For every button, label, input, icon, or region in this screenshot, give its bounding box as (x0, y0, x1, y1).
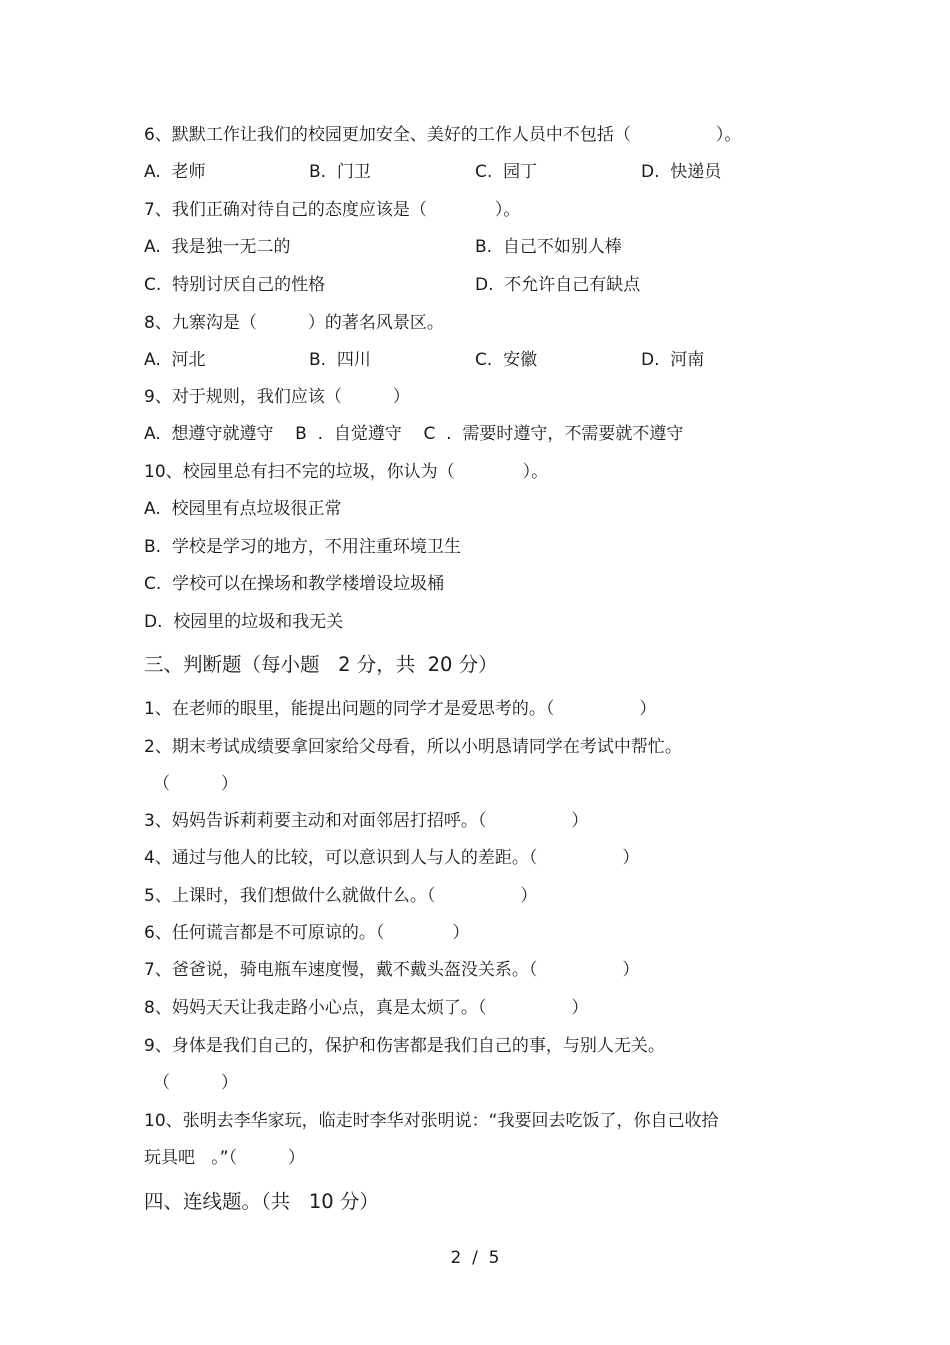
question-10-option-c: C. 学校可以在操场和教学楼增设垃圾桶 (144, 574, 445, 594)
section-4-title: 四、连线题。（共 10 分） (144, 1190, 379, 1213)
question-7-option-a: A. 我是独一无二的 (144, 237, 291, 257)
judge-item-9-blank: （ ） (153, 1073, 238, 1093)
judge-item-5: 5、上课时，我们想做什么就做什么。（ ） (144, 886, 538, 906)
question-10-stem: 10、校园里总有扫不完的垃圾，你认为（ ）。 (144, 462, 549, 482)
question-8-option-a: A. 河北 (144, 350, 206, 370)
question-7-option-d: D. 不允许自己有缺点 (475, 275, 641, 295)
judge-item-10-cont: 玩具吧 。”（ ） (144, 1148, 306, 1168)
question-8-stem: 8、九寨沟是（ ）的著名风景区。 (144, 313, 444, 333)
question-10-option-d: D. 校园里的垃圾和我无关 (144, 612, 344, 632)
question-9-stem: 9、对于规则，我们应该（ ） (144, 387, 410, 407)
judge-item-3: 3、妈妈告诉莉莉要主动和对面邻居打招呼。（ ） (144, 811, 589, 831)
judge-item-1: 1、在老师的眼里，能提出问题的同学才是爱思考的。（ ） (144, 699, 657, 719)
question-10-option-a: A. 校园里有点垃圾很正常 (144, 499, 342, 519)
question-6-option-c: C. 园丁 (475, 162, 538, 182)
question-10-option-b: B. 学校是学习的地方，不用注重环境卫生 (144, 537, 461, 557)
question-9-options: A. 想遵守就遵守 B . 自觉遵守 C . 需要时遵守，不需要就不遵守 (144, 424, 684, 444)
question-8-option-c: C. 安徽 (475, 350, 538, 370)
question-7-stem: 7、我们正确对待自己的态度应该是（ ）。 (144, 200, 521, 220)
question-6-option-a: A. 老师 (144, 162, 206, 182)
question-8-option-d: D. 河南 (641, 350, 705, 370)
question-6-stem: 6、默默工作让我们的校园更加安全、美好的工作人员中不包括（ ）。 (144, 125, 742, 145)
page-number: 2 / 5 (450, 1248, 500, 1268)
judge-item-9: 9、身体是我们自己的，保护和伤害都是我们自己的事，与别人无关。 (144, 1036, 665, 1056)
judge-item-4: 4、通过与他人的比较，可以意识到人与人的差距。（ ） (144, 848, 640, 868)
judge-item-6: 6、任何谎言都是不可原谅的。（ ） (144, 923, 470, 943)
question-6-option-d: D. 快递员 (641, 162, 722, 182)
section-3-title: 三、判断题（每小题 2 分，共 20 分） (144, 653, 498, 676)
question-7-option-c: C. 特别讨厌自己的性格 (144, 275, 326, 295)
judge-item-10: 10、张明去李华家玩，临走时李华对张明说：“我要回去吃饭了，你自己收拾 (144, 1111, 719, 1131)
judge-item-8: 8、妈妈天天让我走路小心点，真是太烦了。（ ） (144, 998, 589, 1018)
question-7-option-b: B. 自己不如别人棒 (475, 237, 622, 257)
question-8-option-b: B. 四川 (309, 350, 371, 370)
question-6-option-b: B. 门卫 (309, 162, 371, 182)
judge-item-2-blank: （ ） (153, 774, 238, 794)
judge-item-2: 2、期末考试成绩要拿回家给父母看，所以小明恳请同学在考试中帮忙。 (144, 737, 682, 757)
judge-item-7: 7、爸爸说，骑电瓶车速度慢，戴不戴头盔没关系。（ ） (144, 960, 640, 980)
